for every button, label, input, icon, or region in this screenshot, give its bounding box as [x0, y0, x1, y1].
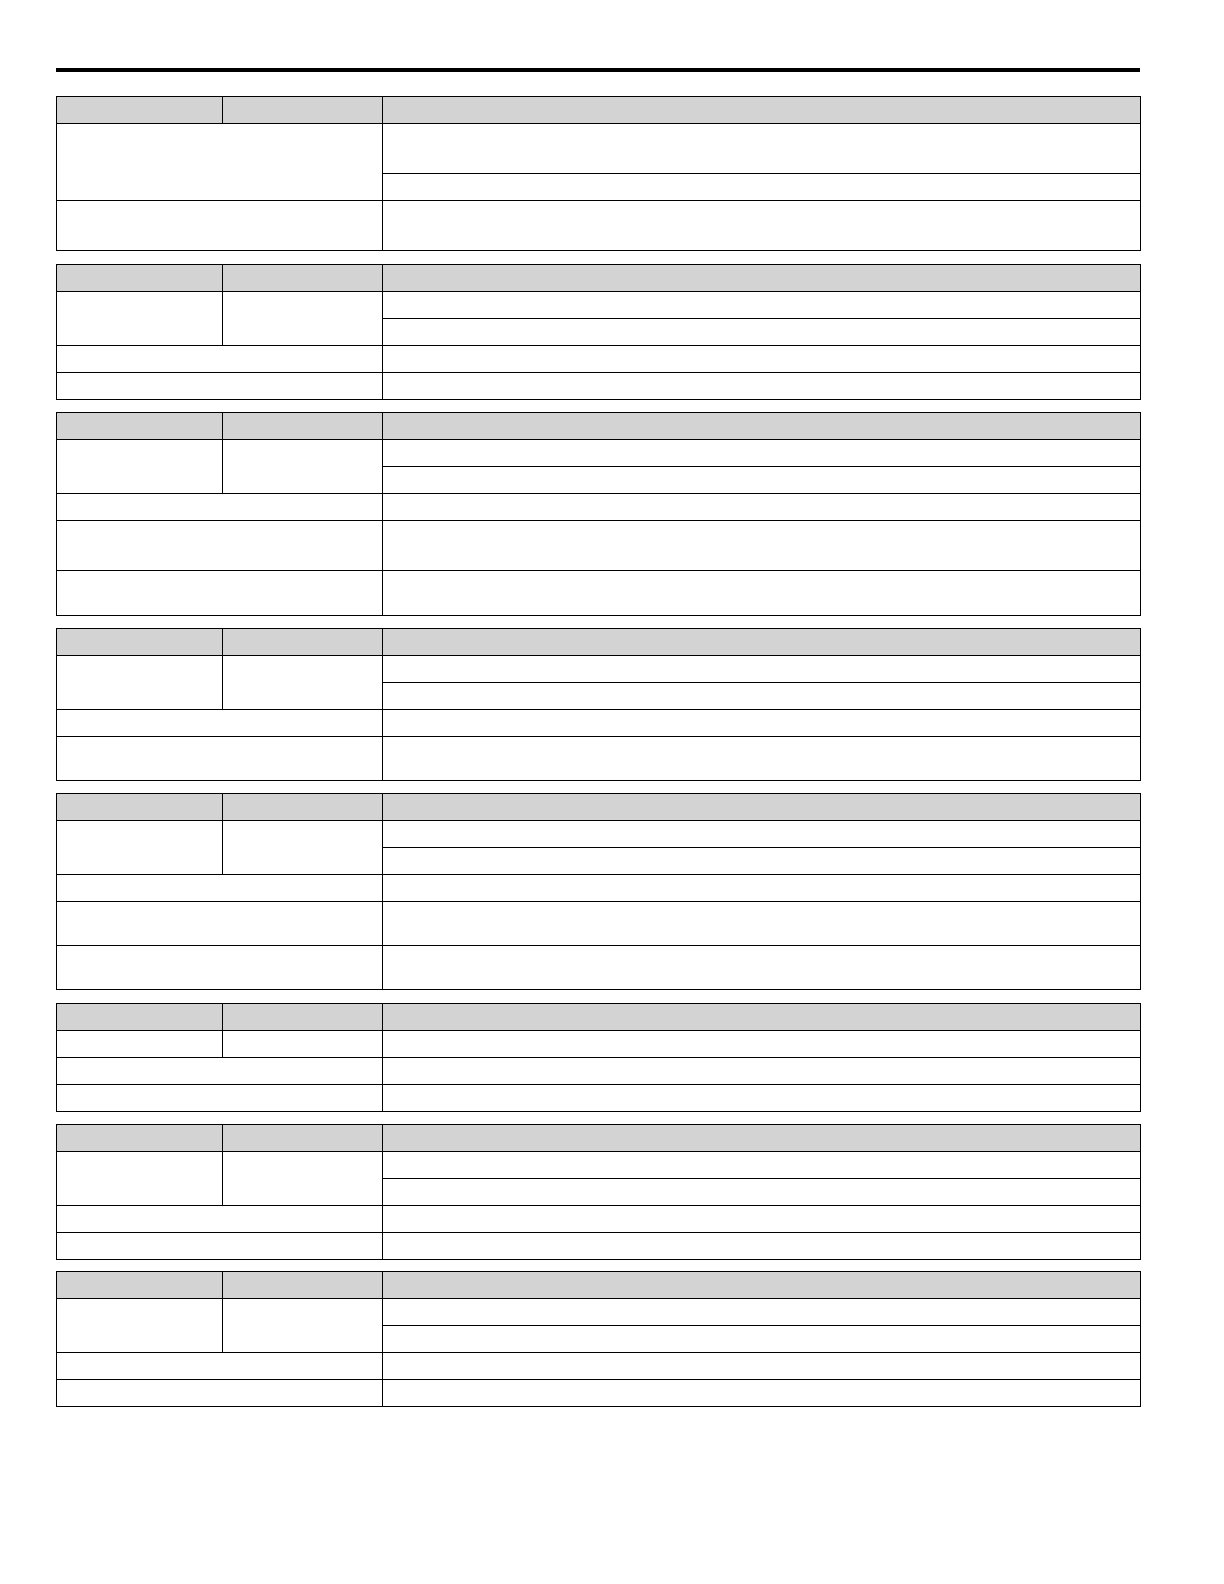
table-header-row: [57, 1272, 1141, 1299]
table-row: [57, 1206, 1141, 1233]
table-row: [57, 656, 1141, 683]
table-cell: [57, 440, 223, 494]
table-row: [57, 346, 1141, 373]
header-cell: [383, 794, 1141, 821]
table-cell: [57, 875, 383, 902]
header-cell: [223, 794, 383, 821]
table-row: [57, 1031, 1141, 1058]
table-cell: [383, 201, 1141, 251]
table-cell: [383, 494, 1141, 521]
table-cell: [383, 467, 1141, 494]
header-cell: [57, 1272, 223, 1299]
header-cell: [223, 1004, 383, 1031]
table-cell: [383, 1031, 1141, 1058]
table-row: [57, 1353, 1141, 1380]
table-cell: [223, 292, 383, 346]
table-cell: [383, 1299, 1141, 1326]
table-cell: [383, 656, 1141, 683]
header-cell: [223, 97, 383, 124]
table-cell: [57, 346, 383, 373]
table-header-row: [57, 1125, 1141, 1152]
header-cell: [57, 97, 223, 124]
table-row: [57, 946, 1141, 990]
header-cell: [383, 413, 1141, 440]
table-cell: [383, 440, 1141, 467]
table-cell: [383, 848, 1141, 875]
header-cell: [223, 1125, 383, 1152]
table-cell: [383, 346, 1141, 373]
table-cell: [57, 737, 383, 781]
table-cell: [383, 521, 1141, 571]
header-cell: [57, 629, 223, 656]
table-row: [57, 521, 1141, 571]
table-row: [57, 737, 1141, 781]
table-cell: [383, 737, 1141, 781]
table-cell: [57, 656, 223, 710]
header-cell: [57, 265, 223, 292]
table-row: [57, 494, 1141, 521]
table-cell: [383, 571, 1141, 616]
table-cell: [57, 946, 383, 990]
header-cell: [223, 1272, 383, 1299]
table-row: [57, 571, 1141, 616]
header-cell: [383, 1272, 1141, 1299]
header-cell: [383, 1004, 1141, 1031]
table-cell: [383, 1380, 1141, 1407]
table-cell: [57, 1380, 383, 1407]
table-row: [57, 373, 1141, 400]
table-header-row: [57, 97, 1141, 124]
table-cell: [383, 319, 1141, 346]
table-cell: [383, 1326, 1141, 1353]
table-row: [57, 1058, 1141, 1085]
table-cell: [57, 1152, 223, 1206]
header-cell: [57, 1125, 223, 1152]
table-cell: [57, 201, 383, 251]
header-cell: [57, 794, 223, 821]
table-cell: [223, 1299, 383, 1353]
table-cell: [57, 1206, 383, 1233]
table-cell: [383, 1233, 1141, 1260]
table-cell: [383, 875, 1141, 902]
table-row: [57, 1299, 1141, 1326]
header-cell: [383, 1125, 1141, 1152]
table-cell: [57, 292, 223, 346]
table-cell: [57, 1233, 383, 1260]
table-row: [57, 440, 1141, 467]
table-cell: [383, 683, 1141, 710]
table-header-row: [57, 629, 1141, 656]
table-cell: [57, 373, 383, 400]
table-cell: [57, 494, 383, 521]
table-cell: [383, 1353, 1141, 1380]
table-cell: [383, 710, 1141, 737]
table-header-row: [57, 794, 1141, 821]
parameter-table-3: [56, 412, 1141, 616]
table-row: [57, 1152, 1141, 1179]
header-cell: [383, 265, 1141, 292]
table-cell: [57, 902, 383, 946]
table-cell: [57, 1085, 383, 1112]
table-cell: [57, 1031, 223, 1058]
table-header-row: [57, 1004, 1141, 1031]
table-cell: [383, 292, 1141, 319]
table-cell: [223, 656, 383, 710]
parameter-table-4: [56, 628, 1141, 781]
table-cell: [57, 1299, 223, 1353]
table-row: [57, 1233, 1141, 1260]
parameter-table-8: [56, 1271, 1141, 1407]
header-cell: [383, 97, 1141, 124]
table-cell: [383, 902, 1141, 946]
table-cell: [57, 571, 383, 616]
table-cell: [383, 1179, 1141, 1206]
table-cell: [383, 946, 1141, 990]
table-cell: [383, 821, 1141, 848]
table-cell: [57, 1353, 383, 1380]
table-row: [57, 1085, 1141, 1112]
table-cell: [383, 174, 1141, 201]
table-cell: [57, 710, 383, 737]
table-row: [57, 875, 1141, 902]
header-cell: [57, 413, 223, 440]
header-cell: [57, 1004, 223, 1031]
table-cell: [383, 1206, 1141, 1233]
table-row: [57, 821, 1141, 848]
parameter-table-6: [56, 1003, 1141, 1112]
header-cell: [223, 413, 383, 440]
table-cell: [383, 1152, 1141, 1179]
table-row: [57, 710, 1141, 737]
table-cell: [223, 821, 383, 875]
table-cell: [223, 1152, 383, 1206]
parameter-table-1: [56, 96, 1141, 251]
header-cell: [383, 629, 1141, 656]
header-cell: [223, 265, 383, 292]
table-cell: [383, 373, 1141, 400]
table-cell: [57, 124, 383, 201]
table-cell: [57, 1058, 383, 1085]
table-cell: [383, 1058, 1141, 1085]
table-cell: [57, 521, 383, 571]
table-cell: [383, 124, 1141, 174]
table-cell: [223, 1031, 383, 1058]
table-cell: [57, 821, 223, 875]
table-row: [57, 201, 1141, 251]
table-cell: [223, 440, 383, 494]
table-header-row: [57, 413, 1141, 440]
parameter-table-5: [56, 793, 1141, 990]
header-rule: [56, 68, 1140, 72]
table-row: [57, 902, 1141, 946]
table-row: [57, 292, 1141, 319]
header-cell: [223, 629, 383, 656]
table-cell: [383, 1085, 1141, 1112]
parameter-table-2: [56, 264, 1141, 400]
table-header-row: [57, 265, 1141, 292]
table-row: [57, 124, 1141, 174]
table-row: [57, 1380, 1141, 1407]
parameter-table-7: [56, 1124, 1141, 1260]
